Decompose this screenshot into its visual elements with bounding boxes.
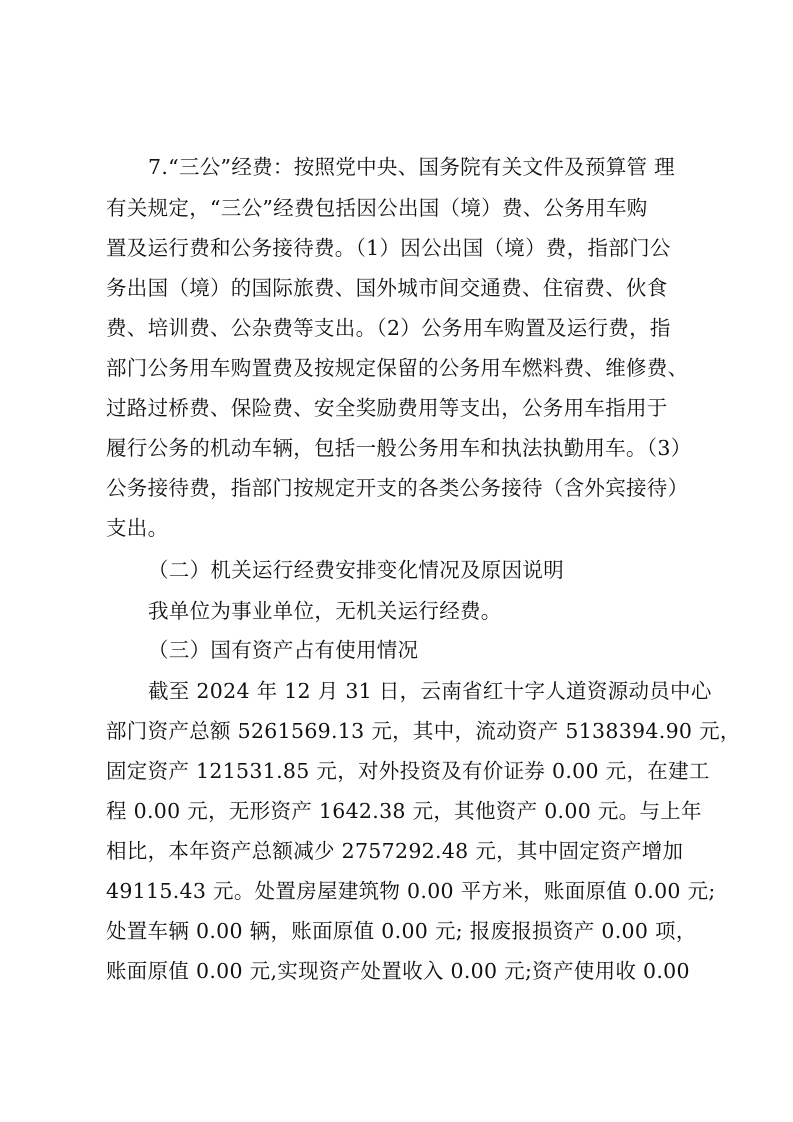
paragraph-three-public-funds-line-4: 务出国（境）的国际旅费、国外城市间交通费、住宿费、伙食	[106, 276, 668, 300]
paragraph-three-public-funds-line-8: 履行公务的机动车辆，包括一般公务用车和执法执勤用车。（3）	[106, 436, 692, 460]
paragraph-three-public-funds-line-3: 置及运行费和公务接待费。（1）因公出国（境）费，指部门公	[106, 236, 671, 260]
paragraph-three-public-funds-line-9: 公务接待费，指部门按规定开支的各类公务接待（含外宾接待）	[106, 476, 689, 500]
paragraph-assets-line-8: 账面原值 0.00 元,实现资产处置收入 0.00 元;资产使用收 0.00	[106, 959, 690, 983]
paragraph-assets-line-5: 相比，本年资产总额减少 2757292.48 元，其中固定资产增加	[106, 839, 684, 863]
paragraph-three-public-funds-line-10: 支出。	[106, 516, 169, 540]
paragraph-three-public-funds-line-7: 过路过桥费、保险费、安全奖励费用等支出，公务用车指用于	[106, 396, 668, 420]
paragraph-three-public-funds-line-5: 费、培训费、公杂费等支出。（2）公务用车购置及运行费，指	[106, 316, 671, 340]
paragraph-three-public-funds-line-1: 7.“三公”经费：按照党中央、国务院有关文件及预算管 理	[148, 155, 675, 179]
paragraph-three-public-funds-line-2: 有关规定，“三公”经费包括因公出国（境）费、公务用车购	[106, 196, 648, 220]
paragraph-assets-line-4: 程 0.00 元，无形资产 1642.38 元，其他资产 0.00 元。与上年	[106, 799, 702, 823]
section-heading-state-assets: （三）国有资产占有使用情况	[148, 638, 419, 662]
paragraph-assets-line-6: 49115.43 元。处置房屋建筑物 0.00 平方米，账面原值 0.00 元;	[106, 879, 716, 903]
paragraph-assets-line-1: 截至 2024 年 12 月 31 日，云南省红十字人道资源动员中心	[148, 679, 712, 703]
paragraph-assets-line-2: 部门资产总额 5261569.13 元，其中，流动资产 5138394.90 元，	[106, 719, 741, 743]
paragraph-three-public-funds-line-6: 部门公务用车购置费及按规定保留的公务用车燃料费、维修费、	[106, 356, 689, 380]
paragraph-assets-line-3: 固定资产 121531.85 元，对外投资及有价证券 0.00 元，在建工	[106, 759, 710, 783]
paragraph-assets-line-7: 处置车辆 0.00 辆，账面原值 0.00 元; 报废报损资产 0.00 项，	[106, 919, 697, 943]
section-heading-operating-expenses: （二）机关运行经费安排变化情况及原因说明	[148, 558, 564, 582]
paragraph-operating-expenses: 我单位为事业单位，无机关运行经费。	[148, 599, 502, 623]
